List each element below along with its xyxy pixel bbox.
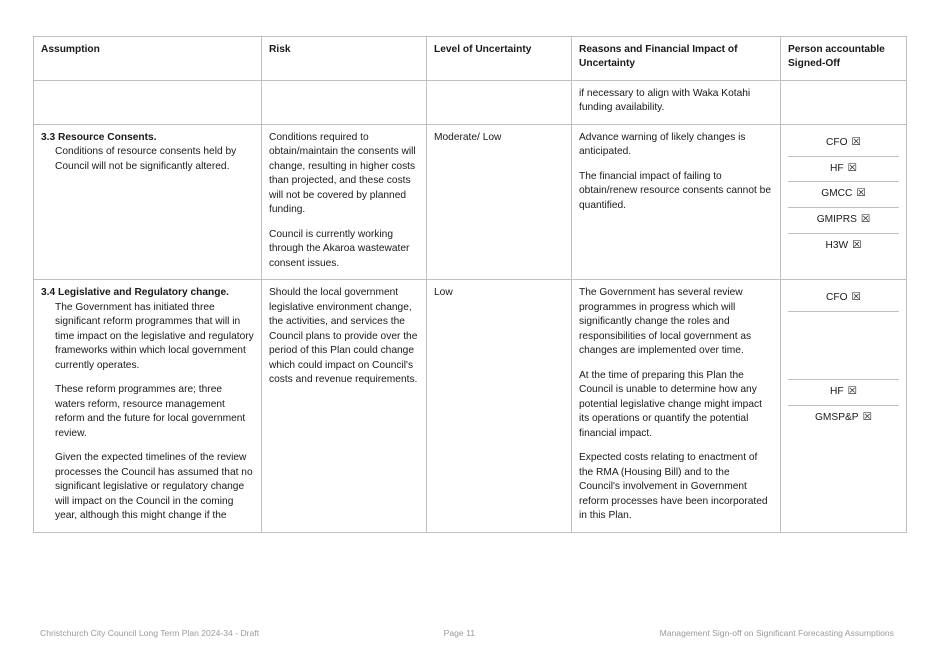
cell-uncertainty-3-4 xyxy=(427,280,572,532)
signoff-entry[interactable] xyxy=(788,406,899,431)
paragraph: Conditions of resource consents held by Council will not be significantly altered. xyxy=(55,146,237,172)
cell-risk-3-3 xyxy=(262,124,427,279)
cell-reasons-3-4 xyxy=(572,280,781,532)
paragraph: if necessary to align with Waka Kotahi funding availability. xyxy=(579,87,751,114)
assumptions-table xyxy=(33,36,907,533)
paragraph: Low xyxy=(434,287,453,299)
assumption-heading xyxy=(41,286,254,300)
cell-uncertainty-continuation xyxy=(427,80,572,124)
signoff-role: GMCC xyxy=(821,188,853,200)
paragraph: Should the local government legislative environment change, the activities, and services the Council plans to provide over the period of this Plan could change which could impact on Council's costs and revenue requirements. xyxy=(269,287,418,386)
signoff-role: CFO xyxy=(826,136,848,148)
checkbox-icon[interactable]: ☒ xyxy=(851,291,861,304)
signoff-spacer xyxy=(788,312,899,380)
cell-assumption-3-4 xyxy=(34,280,262,532)
signoff-entry[interactable] xyxy=(788,131,899,157)
table-row xyxy=(34,280,907,532)
cell-risk-continuation xyxy=(262,80,427,124)
cell-signoff-continuation xyxy=(781,80,907,124)
page-footer xyxy=(40,628,894,638)
checkbox-icon[interactable]: ☒ xyxy=(852,238,862,251)
checkbox-icon[interactable]: ☒ xyxy=(851,135,861,148)
assumption-number: 3.4 xyxy=(41,287,56,299)
paragraph: These reform programmes are; three waters reform, resource management reform and the future for local government review. xyxy=(55,384,246,439)
footer-left-text: Christchurch City Council Long Term Plan 2024-34 - Draft xyxy=(40,628,260,638)
signoff-entry[interactable] xyxy=(788,380,899,406)
signoff-role: GMIPRS xyxy=(816,213,857,225)
signoff-entry[interactable] xyxy=(788,234,899,259)
assumption-title: Resource Consents. xyxy=(58,131,157,143)
checkbox-icon[interactable]: ☒ xyxy=(847,161,857,174)
cell-risk-3-4 xyxy=(262,280,427,532)
signoff-entry[interactable] xyxy=(788,182,899,208)
paragraph: The Government has initiated three significant reform programmes that will in time impact on the legislative and regulatory frameworks within which local government currently operates. xyxy=(55,301,254,371)
cell-assumption-3-3 xyxy=(34,124,262,279)
checkbox-icon[interactable]: ☒ xyxy=(856,187,866,200)
signoff-role: HF xyxy=(829,385,844,397)
signoff-role: HF xyxy=(829,162,844,174)
checkbox-icon[interactable]: ☒ xyxy=(847,384,857,397)
column-header-reasons: Reasons and Financial Impact of Uncertainty xyxy=(572,37,781,81)
paragraph: Advance warning of likely changes is anticipated. xyxy=(579,131,746,158)
table-row xyxy=(34,124,907,279)
assumption-heading xyxy=(41,131,254,145)
column-header-assumption: Assumption xyxy=(34,37,262,81)
footer-right-text: Management Sign-off on Significant Forecasting Assumptions xyxy=(659,628,894,638)
table-header-row xyxy=(34,37,907,81)
paragraph: At the time of preparing this Plan the Council is unable to determine how any potential legislative change might impact its operations or quantify the potential financial impact. xyxy=(579,369,762,439)
footer-page-number: Page 11 xyxy=(443,628,476,638)
paragraph: Given the expected timelines of the review processes the Council has assumed that no significant legislative or regulatory change will impact on the Council in the coming year, although this might change if the xyxy=(55,452,253,522)
signoff-entry[interactable] xyxy=(788,157,899,183)
cell-reasons-continuation xyxy=(572,80,781,124)
signoff-entry[interactable] xyxy=(788,286,899,312)
cell-signoff-3-3 xyxy=(781,124,907,279)
assumption-number: 3.3 xyxy=(41,131,56,143)
cell-assumption-continuation xyxy=(34,80,262,124)
paragraph: The financial impact of failing to obtain/renew resource consents cannot be quantified. xyxy=(579,170,771,211)
table-row xyxy=(34,80,907,124)
signoff-role: GMSP&P xyxy=(814,411,859,423)
cell-signoff-3-4 xyxy=(781,280,907,532)
paragraph: The Government has several review programmes in progress which will significantly change the roles and responsibilities of local government as changes are implemented over time. xyxy=(579,287,752,357)
cell-reasons-3-3 xyxy=(572,124,781,279)
paragraph: Moderate/ Low xyxy=(434,131,502,143)
paragraph: Expected costs relating to enactment of the RMA (Housing Bill) and to the Council's involvement in Government reform processes have been incorporated in this Plan. xyxy=(579,452,768,522)
column-header-uncertainty: Level of Uncertainty xyxy=(427,37,572,81)
column-header-person-accountable: Person accountable Signed-Off xyxy=(781,37,907,81)
column-header-risk: Risk xyxy=(262,37,427,81)
cell-uncertainty-3-3 xyxy=(427,124,572,279)
signoff-entry[interactable] xyxy=(788,208,899,234)
checkbox-icon[interactable]: ☒ xyxy=(862,410,872,423)
signoff-role: H3W xyxy=(825,239,849,251)
assumption-title: Legislative and Regulatory change. xyxy=(58,287,229,299)
checkbox-icon[interactable]: ☒ xyxy=(860,212,871,225)
paragraph: Conditions required to obtain/maintain the consents will change, resulting in higher costs than projected, and these costs will not be covered by planned funding. xyxy=(269,131,416,216)
paragraph: Council is currently working through the Akaroa wastewater consent issues. xyxy=(269,228,410,269)
signoff-role: CFO xyxy=(826,292,848,304)
